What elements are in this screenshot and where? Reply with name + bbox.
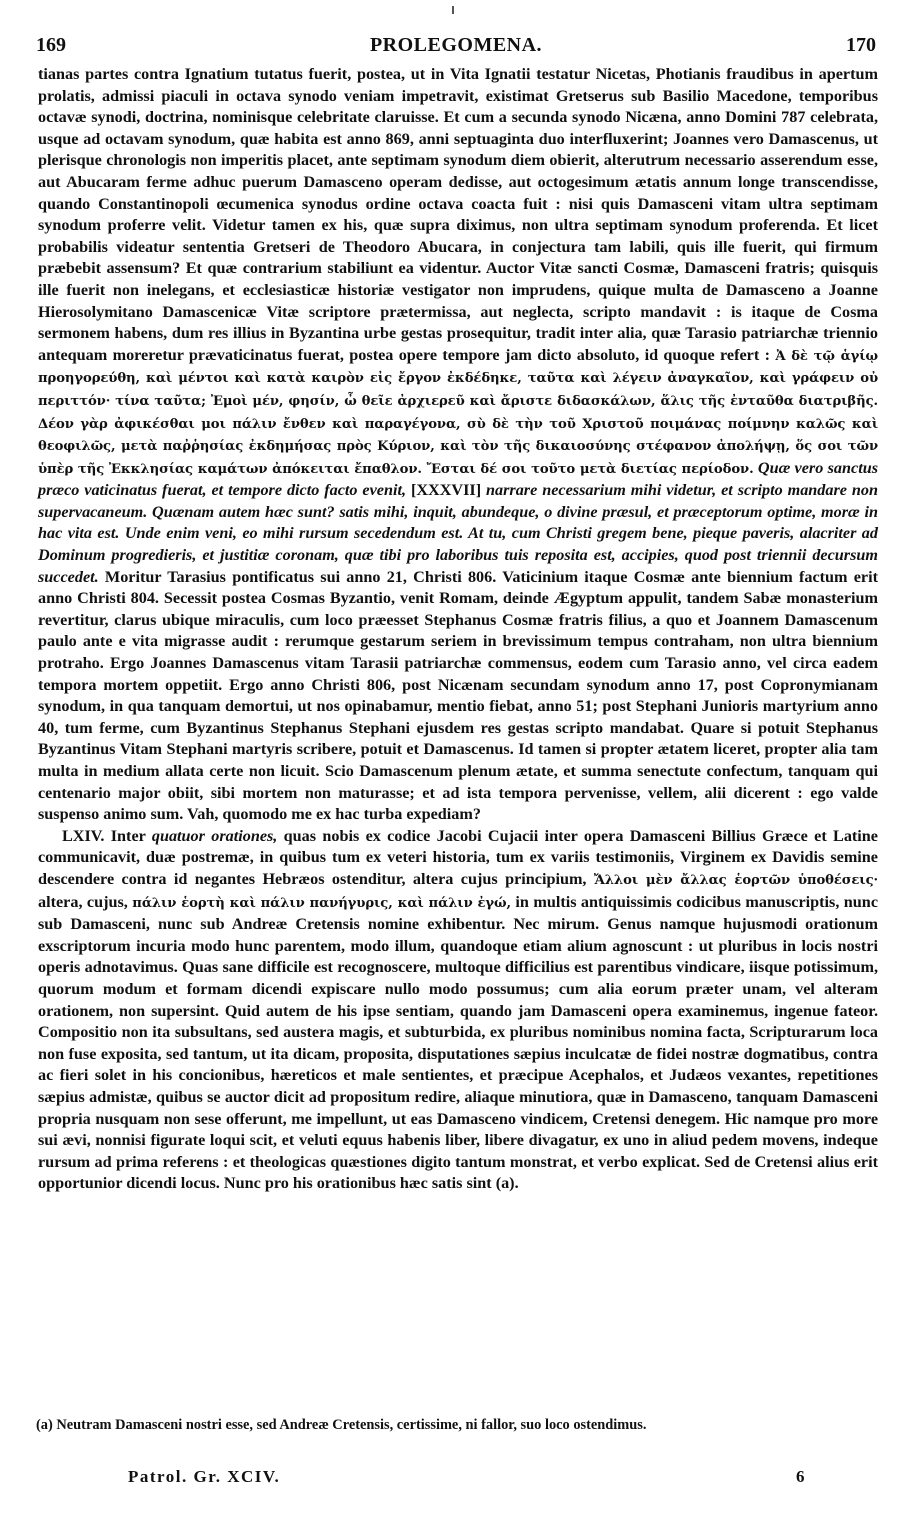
italic-translation: narrare necessarium mihi videtur, et scripto mandare non supervacaneum. Quænam autem hæc sunt? satis mihi, inquit, abundeque, o divine præsul, et præceptorum optime, moræ in hac vita est. Unde enim veni, eo mihi rursum secedendum est. At tu, cum Christi gregem bene, pieque paveris, alacriter ad Dominum progredieris, et justitiæ coronam, quæ tibi pro laboribus tuis reposita est, accipies, quod post triennii decursum succedet.	[38, 481, 878, 586]
italic-phrase: quatuor orationes,	[151, 826, 278, 845]
italic-translation: Quæ vero sanctus præco vaticinatus fuerat, et tempore dicto facto evenit,	[38, 458, 878, 500]
signature-number: 6	[796, 1467, 806, 1486]
page-title: PROLEGOMENA.	[369, 34, 543, 56]
text-run: tianas partes contra Ignatium tutatus fuerit, postea, ut in Vita Ignatii testatur Nicetas, Photianis fraudibus in apertum prolatis, admissi piaculi in octava synodo veniam impetravit, existimat Gretserus sub Basilio Macedone, temporibus octavæ synodi, doctrina, nominisque celebritate claruisse. Et cum a secunda synodo Nicæna, anno Domini 787 celebrata, usque ad octavam synodum, quæ habita est anno 869, anni septuaginta duo interfluxerint; Joannes vero Damascenus, ut plerisque chronologis non imperitis placet, ante septimam synodum diem obierit, alterutrum necessario asserendum esse, aut Abucaram ferme adhuc puerum Damasceno operam dedisse, aut octogesimum ætatis annum longe transcendisse, quando Constantinopoli œcumenica synodus ordine octava coacta fuit : nisi quis Damasceni vitam ultra septimam synodum proferre velit. Videtur tamen ex his, quæ supra diximus, non ultra septimam synodum proferenda. Et licet probabilis videatur sententia Gretseri de Theodoro Abucara, in conjectura tam labili, quis ille fuerit, qui firmum præbebit assensum? Et quæ contrarium stabiliunt ea videntur. Auctor Vitæ sancti Cosmæ, Damasceni fratris; quisquis ille fuerit non inelegans, et ecclesiasticæ historiæ vestigator non imprudens, quique multa de Damasceno a Joanne Hierosolymitano Damascenicæ Vitæ scriptore prætermissa, aut neglecta, scripto mandavit : is itaque de Cosma sermonem habens, dum res illius in Byzantina urbe gestas prosequitur, tradit inter alia, quæ Tarasio patriarchæ triennio antequam moreretur prævaticinatus fuerat, postea opere tempore jam dicto absoluto, id quoque refert :	[38, 65, 878, 364]
paragraph	[38, 826, 878, 1195]
top-mark	[452, 6, 454, 14]
text-run: Moritur Tarasius pontificatus sui anno 21, Christi 806. Vaticinium itaque Cosmæ ante biennium factum erit anno Christi 804. Secessit postea Cosmas Byzantio, venit Romam, deinde Ægyptum appulit, tandem Sabæ monasterium revertitur, clarus ubique miraculis, cum loco præesset Stephanus Cosmæ fratris filius, a quo et Joannem Damascenum paulo ante e vita migrasse audit : rerumque gestarum seriem in brevissimum tempus contraham, non ultra biennium protraho. Ergo Joannes Damascenus vitam Tarasii patriarchæ commensus, eodem cum Tarasio anno, vel circa eadem tempora mortem oppetiit. Ergo anno Christi 806, post Nicænam secundam synodum anno 17, post Copronymianam synodum, in qua tanquam demortui, ut nos opinabamur, mentio fiebat, anno 51; post Stephani Junioris martyrium anno 40, tum ferme, cum Byzantinus Stephanus Stephani ejusdem res gestas scripto mandabat. Quare si potuit Stephanus Byzantinus Vitam Stephani martyris scribere, potuit et Damascenus. Id tamen si propter ætatem liceret, propter alia tam multa in medium allata certe non licuit. Scio Damascenum plenum ætate, et summa senectute confectum, tanquam qui centenario major obiit, sibi mortem non maturasse; et ad ista tempora pervenisse, vellem, alii dicerent : ego valde suspenso animo sum. Vah, quomodo me ex hac turba expediam?	[38, 567, 879, 824]
column-marker: [XXXVII]	[410, 481, 482, 500]
section-number: LXIV.	[62, 826, 105, 845]
page-number-right: 170	[846, 34, 876, 56]
text-run: quas nobis ex codice Jacobi Cujacii inter opera Damasceni Billius Græce et Latine communicavit, duæ postremæ, in quibus tum ex veteri historia, tum ex variis testimoniis, Virginem ex Davidis semine descendere contra id negantes Hebræos ostenditur, altera cujus principium,	[38, 826, 878, 888]
footnote-ref: (a).	[495, 1174, 519, 1193]
running-header	[36, 30, 876, 58]
signature-mark: Patrol. Gr. XCIV.	[128, 1467, 281, 1486]
text-run: in multis antiquissimis codicibus manuscriptis, nunc sub Damasceni, nunc sub Andreæ Cretensis nomine exhibentur. Nec mirum. Genus namque hujusmodi orationum exscriptorum incuria modo hunc parentem, modo illum, quandoque etiam alium agnoscunt : ut pluribus in locis nostri operis adnotavimus. Quas sane difficile est recognoscere, multoque difficilius est parentibus vindicare, iisque potissimum, quorum modum et formam dicendi expiscare nullo modo possumus; cum alia eorum præter unam, vel alteram orationem, non supersint. Quid autem de his ipse sentiam, quando jam Damasceni opera examinemus, ingenue fateor. Compositio non ita subsultans, sed austera magis, et subturbida, ex pluribus nominibus nomina facta, Scripturarum loca non fuse exposita, sed tantum, ut ita dicam, proposita, disputationes sæpius inculcatæ de fidei nostræ dogmatibus, contra ac fieri solet in his concionibus, hæreticos et male sentientes, et præcipue Acephalos, et Judæos vexantes, repetitiones sæpius admistæ, quibus se auctor dicit ad propositum redire, aliaque minutiora, quæ in Damasceno, tanquam Damasceni propria nusquam non sese offerunt, me impellunt, ut eas Damasceno vindicem, Cretensi denegem. Hic namque pro more sui ævi, nonnisi figurate loqui scit, et veluti equus habenis liber, libere divagatur, ex uno in aliud pedem movens, indeque rursum ad prima referens : et theologicas quæstiones digito tantum monstrat, et verbo explicat. Sed de Cretensi alius erit opportunior dicendi locus. Nunc pro his orationibus hæc satis sint	[38, 892, 878, 1193]
paragraph	[38, 64, 878, 826]
greek-quotation: Ἀ δὲ τῷ ἁγίῳ προηγορεύθη, καὶ μέντοι καὶ κατὰ καιρὸν εἰς ἔργον ἐκδέδηκε, ταῦτα καὶ λέγειν ἀναγκαῖον, καὶ γράφειν οὐ περιττόν· τίνα ταῦτα; Ἐμοὶ μέν, φησίν, ὦ θεῖε ἀρχιερεῦ καὶ ἄριστε διδασκάλων, ἅλις τῆς ἐνταῦθα διατριβῆς. Δέον γὰρ ἀφικέσθαι μοι πάλιν ἔνθεν καὶ παραγέγονα, σὺ δὲ τὴν τοῦ Χριστοῦ ποιμάνας ποίμνην καλῶς καὶ θεοφιλῶς, μετὰ παῤῥησίας ἐκδημήσας πρὸς Κύριον, καὶ τὸν τῆς δικαιοσύνης στέφανον ἀπολήψῃ, ὅς σοι τῶν ὑπὲρ τῆς Ἐκκλησίας καμάτων ἀπόκειται ἔπαθλον. Ἔσται δέ σοι τοῦτο μετὰ διετίας περίοδον.	[38, 348, 878, 477]
text-run: altera, cujus,	[38, 892, 128, 911]
text-run: Inter	[110, 826, 146, 845]
greek-quotation: πάλιν ἑορτὴ καὶ πάλιν πανήγυρις, καὶ πάλιν ἐγώ,	[132, 895, 511, 911]
signature-line	[88, 1467, 806, 1489]
footnote: (a) Neutram Damasceni nostri esse, sed Andreæ Cretensis, certissime, ni fallor, suo loco ostendimus.	[36, 1417, 647, 1433]
main-text	[38, 64, 878, 1195]
greek-quotation: Ἄλλοι μὲν ἄλλας ἑορτῶν ὑποθέσεις·	[593, 872, 879, 888]
page-number-left: 169	[36, 34, 66, 56]
